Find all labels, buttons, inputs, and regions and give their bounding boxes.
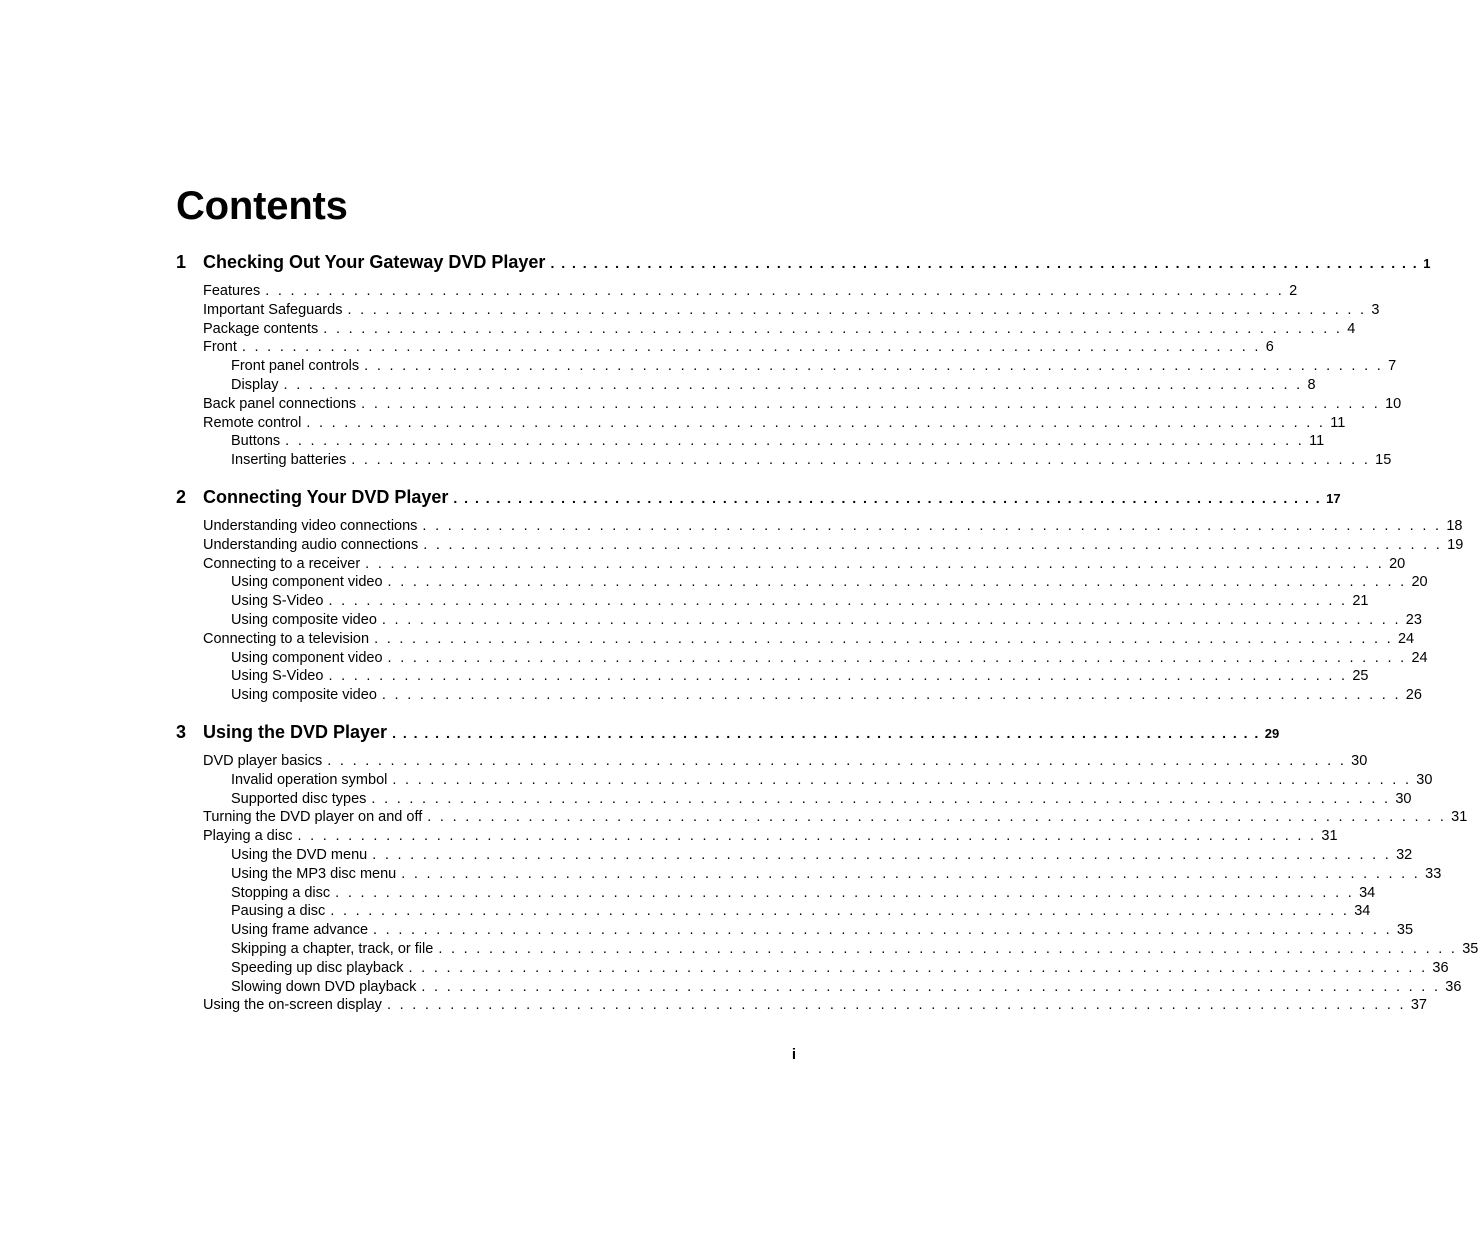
entry-title: Front panel controls bbox=[231, 358, 360, 375]
entry-page-number: 26 bbox=[1405, 687, 1422, 704]
dot-leader: . . . . . . . . . . . . . . . . . . . . . . . . . . . . . . . . . . . . . . . . . . . . . . . . . . . . . . . . . . . . . . . . . . . . . . . . . . . . . . . . . bbox=[408, 959, 1428, 976]
toc-entry[interactable] bbox=[176, 395, 1402, 415]
entry-title: Stopping a disc bbox=[231, 884, 331, 901]
dot-leader: . . . . . . . . . . . . . . . . . . . . . . . . . . . . . . . . . . . . . . . . . . . . . . . . . . . . . . . . . . . . . . . . . . . . . . . . . . . . . . . . . bbox=[335, 884, 1355, 901]
dot-leader: . . . . . . . . . . . . . . . . . . . . . . . . . . . . . . . . . . . . . . . . . . . . . . . . . . . . . . . . . . . . . . . . . . . . . . . . . . . . . . . . . bbox=[327, 752, 1347, 769]
entry-title: Using component video bbox=[231, 574, 383, 591]
page-title: Contents bbox=[176, 184, 348, 228]
entry-page-number: 2 bbox=[1289, 283, 1298, 299]
toc-entry[interactable] bbox=[176, 828, 1338, 847]
entry-page-number: 4 bbox=[1347, 320, 1356, 337]
entry-title: Turning the DVD player on and off bbox=[203, 809, 423, 826]
entry-title: Display bbox=[231, 376, 279, 393]
entry-title: Using component video bbox=[231, 649, 383, 666]
entry-title: Understanding audio connections bbox=[203, 536, 419, 553]
entry-title: Package contents bbox=[203, 320, 319, 337]
chapter-title: Connecting Your DVD Player bbox=[203, 486, 449, 507]
entry-title: Using S-Video bbox=[231, 668, 324, 685]
entry-page-number: 6 bbox=[1265, 339, 1274, 356]
toc-entry[interactable] bbox=[176, 997, 1427, 1016]
entry-page-number: 35 bbox=[1396, 922, 1414, 939]
entry-page-number: 15 bbox=[1375, 452, 1392, 469]
dot-leader: . . . . . . . . . . . . . . . . . . . . . . . . . . . . . . . . . . . . . . . . . . . . . . . . . . . . . . . . . . . . . . . . . . . . . . . . . . . . . . . . . bbox=[330, 903, 1350, 920]
chapter-title: Using the DVD Player bbox=[203, 721, 388, 742]
entry-page-number: 25 bbox=[1352, 668, 1369, 685]
dot-leader: . . . . . . . . . . . . . . . . . . . . . . . . . . . . . . . . . . . . . . . . . . . . . . . . . . . . . . . . . . . . . . . . . . . . . . . . . . . . . . . . . bbox=[371, 790, 1391, 807]
toc-entry[interactable] bbox=[176, 771, 1433, 791]
toc-entry[interactable] bbox=[176, 376, 1316, 396]
toc-entry[interactable] bbox=[176, 358, 1397, 377]
dot-leader: . . . . . . . . . . . . . . . . . . . . . . . . . . . . . . . . . . . . . . . . . . . . . . . . . . . . . . . . . . . . . . . . . . . . . . . . . . . . . . . . . bbox=[386, 997, 1406, 1014]
dot-leader: . . . . . . . . . . . . . . . . . . . . . . . . . . . . . . . . . . . . . . . . . . . . . . . . . . . . . . . . . . . . . . . . . . . . . . . . . . . . . . . . . bbox=[328, 668, 1348, 685]
dot-leader: . . . . . . . . . . . . . . . . . . . . . . . . . . . . . . . . . . . . . . . . . . . . . . . . . . . . . . . . . . . . . . . . . . . . . . . . . . . . . . . . . bbox=[351, 452, 1371, 469]
dot-leader: . . . . . . . . . . . . . . . . . . . . . . . . . . . . . . . . . . . . . . . . . . . . . . . . . . . . . . . . . . . . . . . . . . . . . . . . . . . . . . . . . bbox=[381, 611, 1401, 628]
dot-leader: . . . . . . . . . . . . . . . . . . . . . . . . . . . . . . . . . . . . . . . . . . . . . . . . . . . . . . . . . . . . . . . . . . . . . . . . . . . . . . . . . bbox=[323, 320, 1343, 337]
entry-page-number: 36 bbox=[1432, 959, 1449, 976]
entry-page-number: 32 bbox=[1396, 846, 1413, 863]
entry-page-number: 33 bbox=[1425, 865, 1442, 882]
entry-title: Speeding up disc playback bbox=[231, 959, 404, 976]
toc-entry[interactable] bbox=[176, 649, 1428, 669]
toc-entry[interactable] bbox=[176, 574, 1428, 593]
entry-page-number: 8 bbox=[1307, 376, 1316, 393]
dot-leader: . . . . . . . . . . . . . . . . . . . . . . . . . . . . . . . . . . . . . . . . . . . . . . . . . . . . . . . . . . . . . . . . . . . . . . . . . . . . . . . . . bbox=[285, 433, 1305, 450]
entry-title: Invalid operation symbol bbox=[231, 771, 388, 788]
chapter-page-number: 29 bbox=[1264, 725, 1280, 741]
entry-page-number: 36 bbox=[1445, 978, 1462, 995]
toc-entry[interactable] bbox=[176, 959, 1449, 979]
entry-title: Connecting to a television bbox=[203, 630, 370, 647]
dot-leader: . . . . . . . . . . . . . . . . . . . . . . . . . . . . . . . . . . . . . . . . . . . . . . . . . . . . . . . . . . . . . . . . . . . . . . . . . . . . . . . . . bbox=[328, 593, 1348, 610]
chapter-section bbox=[176, 252, 1431, 471]
entry-list bbox=[176, 517, 1464, 706]
entry-page-number: 35 bbox=[1462, 940, 1478, 957]
chapter-title: Checking Out Your Gateway DVD Player bbox=[203, 252, 546, 272]
toc-entry[interactable] bbox=[176, 940, 1478, 960]
toc-entry[interactable] bbox=[176, 320, 1356, 340]
dot-leader: . . . . . . . . . . . . . . . . . . . . . . . . . . . . . . . . . . . . . . . . . . . . . . . . . . . . . . . . . . . . . . . . . . . . . . . . . . . . . . . . . bbox=[401, 865, 1421, 882]
page-folio: i bbox=[791, 1046, 796, 1063]
entry-page-number: 11 bbox=[1309, 433, 1325, 450]
dot-leader: . . . . . . . . . . . . . . . . . . . . . . . . . . . . . . . . . . . . . . . . . . . . . . . . . . . . . . . . . . . . . . . . . . . . . . . . . . . . . . . . . bbox=[306, 414, 1326, 431]
dot-leader: . . . . . . . . . . . . . . . . . . . . . . . . . . . . . . . . . . . . . . . . . . . . . . . . . . . . . . . . . . . . . . . . . . . . . . . . . . . . . . . . . bbox=[392, 724, 1260, 741]
entry-title: Slowing down DVD playback bbox=[231, 978, 417, 995]
entry-title: Important Safeguards bbox=[203, 301, 343, 318]
chapter-number: 3 bbox=[176, 721, 187, 742]
chapter-section bbox=[176, 486, 1464, 706]
entry-page-number: 34 bbox=[1354, 903, 1371, 920]
entry-page-number: 24 bbox=[1411, 649, 1428, 666]
entry-page-number: 24 bbox=[1397, 630, 1415, 647]
entry-title: Using the DVD menu bbox=[231, 846, 368, 863]
toc-entry[interactable] bbox=[176, 809, 1468, 828]
dot-leader: . . . . . . . . . . . . . . . . . . . . . . . . . . . . . . . . . . . . . . . . . . . . . . . . . . . . . . . . . . . . . . . . . . . . . . . . . . . . . . . . . bbox=[421, 978, 1441, 995]
toc-entry[interactable] bbox=[176, 790, 1412, 810]
chapter-heading[interactable] bbox=[176, 721, 1280, 749]
toc-entry[interactable] bbox=[176, 752, 1368, 772]
dot-leader: . . . . . . . . . . . . . . . . . . . . . . . . . . . . . . . . . . . . . . . . . . . . . . . . . . . . . . . . . . . . . . . . . . . . . . . . . . . . . . . . . bbox=[361, 395, 1381, 412]
dot-leader: . . . . . . . . . . . . . . . . . . . . . . . . . . . . . . . . . . . . . . . . . . . . . . . . . . . . . . . . . . . . . . . . . . . . . . . . . . . . . . . . . bbox=[392, 771, 1412, 788]
entry-title: Using frame advance bbox=[231, 922, 369, 939]
entry-page-number: 34 bbox=[1359, 884, 1376, 901]
entry-list bbox=[176, 283, 1402, 471]
dot-leader: . . . . . . . . . . . . . . . . . . . . . . . . . . . . . . . . . . . . . . . . . . . . . . . . . . . . . . . . . . . . . . . . . . . . . . . . . . . . . . . . . bbox=[265, 283, 1285, 299]
toc-entry[interactable] bbox=[176, 536, 1464, 556]
entry-page-number: 23 bbox=[1405, 611, 1422, 628]
dot-leader: . . . . . . . . . . . . . . . . . . . . . . . . . . . . . . . . . . . . . . . . . . . . . . . . . . . . . . . . . . . . . . . . . . . . . . . . . . . . . . . . . bbox=[297, 828, 1317, 845]
entry-title: Buttons bbox=[231, 433, 281, 450]
entry-title: Back panel connections bbox=[203, 395, 357, 412]
dot-leader: . . . . . . . . . . . . . . . . . . . . . . . . . . . . . . . . . . . . . . . . . . . . . . . . . . . . . . . . . . . . . . . . . . . . . . . . . . . . . . . . . bbox=[453, 489, 1322, 506]
entry-page-number: 37 bbox=[1410, 997, 1427, 1014]
toc-entry[interactable] bbox=[176, 555, 1406, 575]
entry-title: Using S-Video bbox=[231, 593, 324, 610]
dot-leader: . . . . . . . . . . . . . . . . . . . . . . . . . . . . . . . . . . . . . . . . . . . . . . . . . . . . . . . . . . . . . . . . . . . . . . . . . . . . . . . . . bbox=[427, 809, 1447, 826]
dot-leader: . . . . . . . . . . . . . . . . . . . . . . . . . . . . . . . . . . . . . . . . . . . . . . . . . . . . . . . . . . . . . . . . . . . . . . . . . . . . . . . . . bbox=[387, 574, 1407, 591]
chapter-page-number: 1 bbox=[1423, 256, 1431, 271]
entry-title: Supported disc types bbox=[231, 790, 367, 807]
chapter-page-number: 17 bbox=[1326, 490, 1341, 506]
table-of-contents bbox=[176, 252, 1478, 1032]
entry-page-number: 11 bbox=[1330, 414, 1346, 431]
entry-page-number: 19 bbox=[1447, 536, 1464, 553]
dot-leader: . . . . . . . . . . . . . . . . . . . . . . . . . . . . . . . . . . . . . . . . . . . . . . . . . . . . . . . . . . . . . . . . . . . . . . . . . . . . . . . . . bbox=[550, 255, 1419, 271]
entry-title: Using the MP3 disc menu bbox=[231, 865, 397, 882]
toc-entry[interactable] bbox=[176, 978, 1462, 998]
dot-leader: . . . . . . . . . . . . . . . . . . . . . . . . . . . . . . . . . . . . . . . . . . . . . . . . . . . . . . . . . . . . . . . . . . . . . . . . . . . . . . . . . bbox=[364, 358, 1384, 375]
dot-leader: . . . . . . . . . . . . . . . . . . . . . . . . . . . . . . . . . . . . . . . . . . . . . . . . . . . . . . . . . . . . . . . . . . . . . . . . . . . . . . . . . bbox=[347, 301, 1367, 318]
entry-page-number: 21 bbox=[1352, 593, 1369, 610]
dot-leader: . . . . . . . . . . . . . . . . . . . . . . . . . . . . . . . . . . . . . . . . . . . . . . . . . . . . . . . . . . . . . . . . . . . . . . . . . . . . . . . . . bbox=[438, 940, 1458, 957]
dot-leader: . . . . . . . . . . . . . . . . . . . . . . . . . . . . . . . . . . . . . . . . . . . . . . . . . . . . . . . . . . . . . . . . . . . . . . . . . . . . . . . . . bbox=[365, 555, 1385, 572]
entry-title: DVD player basics bbox=[203, 752, 323, 769]
entry-title: Front bbox=[203, 339, 237, 356]
entry-title: Understanding video connections bbox=[203, 517, 418, 534]
toc-entry[interactable] bbox=[176, 611, 1422, 631]
toc-entry[interactable] bbox=[176, 668, 1369, 687]
dot-leader: . . . . . . . . . . . . . . . . . . . . . . . . . . . . . . . . . . . . . . . . . . . . . . . . . . . . . . . . . . . . . . . . . . . . . . . . . . . . . . . . . bbox=[283, 376, 1303, 393]
entry-page-number: 3 bbox=[1371, 301, 1380, 318]
entry-page-number: 31 bbox=[1321, 828, 1338, 845]
entry-title: Pausing a disc bbox=[231, 903, 326, 920]
dot-leader: . . . . . . . . . . . . . . . . . . . . . . . . . . . . . . . . . . . . . . . . . . . . . . . . . . . . . . . . . . . . . . . . . . . . . . . . . . . . . . . . . bbox=[423, 536, 1443, 553]
toc-entry[interactable] bbox=[176, 922, 1414, 941]
toc-entry[interactable] bbox=[176, 903, 1371, 922]
dot-leader: . . . . . . . . . . . . . . . . . . . . . . . . . . . . . . . . . . . . . . . . . . . . . . . . . . . . . . . . . . . . . . . . . . . . . . . . . . . . . . . . . bbox=[372, 846, 1392, 863]
dot-leader: . . . . . . . . . . . . . . . . . . . . . . . . . . . . . . . . . . . . . . . . . . . . . . . . . . . . . . . . . . . . . . . . . . . . . . . . . . . . . . . . . bbox=[373, 922, 1392, 939]
dot-leader: . . . . . . . . . . . . . . . . . . . . . . . . . . . . . . . . . . . . . . . . . . . . . . . . . . . . . . . . . . . . . . . . . . . . . . . . . . . . . . . . . bbox=[381, 687, 1401, 704]
toc-entry[interactable] bbox=[176, 517, 1463, 537]
toc-entry[interactable] bbox=[176, 414, 1346, 434]
toc-entry[interactable] bbox=[176, 593, 1369, 612]
dot-leader: . . . . . . . . . . . . . . . . . . . . . . . . . . . . . . . . . . . . . . . . . . . . . . . . . . . . . . . . . . . . . . . . . . . . . . . . . . . . . . . . . bbox=[422, 517, 1442, 534]
chapter-heading[interactable] bbox=[176, 486, 1341, 514]
entry-title: Skipping a chapter, track, or file bbox=[231, 940, 434, 957]
toc-entry[interactable] bbox=[176, 846, 1413, 866]
chapter-heading[interactable] bbox=[176, 252, 1431, 279]
toc-entry[interactable] bbox=[176, 865, 1442, 885]
entry-title: Features bbox=[203, 283, 261, 299]
entry-title: Using the on-screen display bbox=[203, 997, 382, 1014]
dot-leader: . . . . . . . . . . . . . . . . . . . . . . . . . . . . . . . . . . . . . . . . . . . . . . . . . . . . . . . . . . . . . . . . . . . . . . . . . . . . . . . . . bbox=[387, 649, 1407, 666]
dot-leader: . . . . . . . . . . . . . . . . . . . . . . . . . . . . . . . . . . . . . . . . . . . . . . . . . . . . . . . . . . . . . . . . . . . . . . . . . . . . . . . . . bbox=[374, 630, 1393, 647]
toc-entry[interactable] bbox=[176, 301, 1380, 321]
entry-title: Using composite video bbox=[231, 611, 377, 628]
toc-entry[interactable] bbox=[176, 687, 1422, 706]
entry-title: Playing a disc bbox=[203, 828, 293, 845]
chapter-number: 2 bbox=[176, 486, 187, 507]
entry-title: Using composite video bbox=[231, 687, 377, 704]
entry-title: Connecting to a receiver bbox=[203, 555, 361, 572]
chapter-section bbox=[176, 721, 1478, 1016]
dot-leader: . . . . . . . . . . . . . . . . . . . . . . . . . . . . . . . . . . . . . . . . . . . . . . . . . . . . . . . . . . . . . . . . . . . . . . . . . . . . . . . . . bbox=[241, 339, 1261, 356]
toc-entry[interactable] bbox=[176, 884, 1376, 904]
entry-page-number: 10 bbox=[1385, 395, 1402, 412]
toc-entry[interactable] bbox=[176, 283, 1298, 302]
entry-page-number: 30 bbox=[1416, 771, 1433, 788]
entry-page-number: 7 bbox=[1388, 358, 1397, 375]
entry-page-number: 31 bbox=[1451, 809, 1468, 826]
entry-page-number: 20 bbox=[1411, 574, 1428, 591]
toc-entry[interactable] bbox=[176, 452, 1392, 471]
entry-page-number: 30 bbox=[1351, 752, 1368, 769]
toc-entry[interactable] bbox=[176, 433, 1325, 452]
entry-list bbox=[176, 752, 1478, 1016]
entry-page-number: 30 bbox=[1395, 790, 1412, 807]
entry-page-number: 20 bbox=[1389, 555, 1406, 572]
toc-entry[interactable] bbox=[176, 339, 1274, 358]
toc-entry[interactable] bbox=[176, 630, 1415, 650]
entry-title: Remote control bbox=[203, 414, 302, 431]
entry-title: Inserting batteries bbox=[231, 452, 347, 469]
chapter-number: 1 bbox=[176, 252, 187, 272]
entry-page-number: 18 bbox=[1446, 517, 1463, 534]
